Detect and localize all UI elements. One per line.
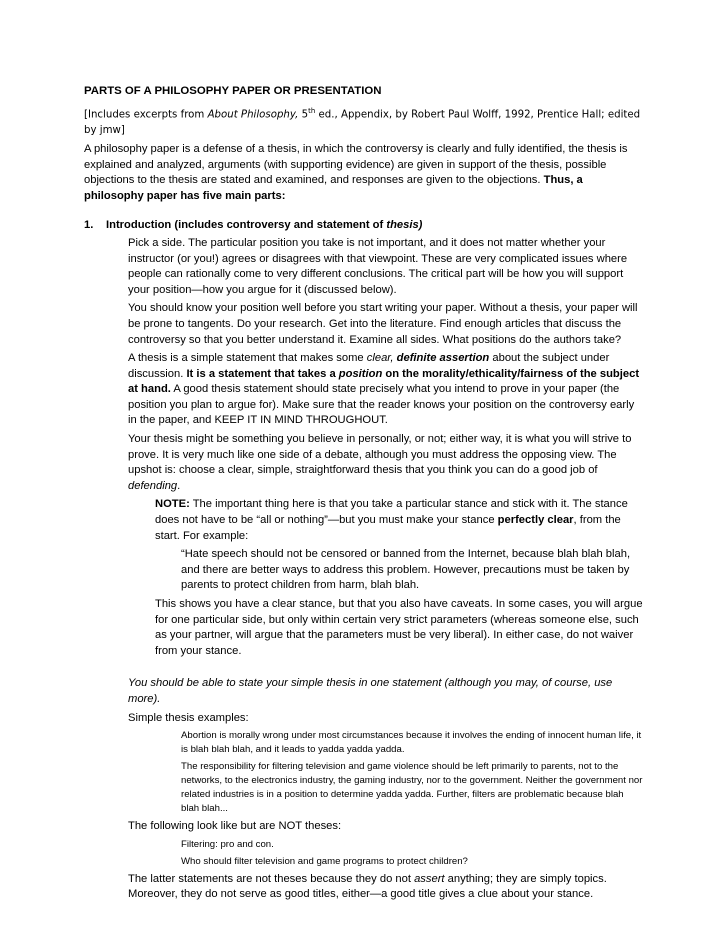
thesis-bold: It is a statement that takes a (186, 367, 339, 380)
thesis-text: A thesis is a simple statement that makes some (128, 352, 367, 365)
thesis-clear: clear, (366, 352, 397, 365)
thesis-definite: definite assertion (396, 352, 490, 365)
page-title: PARTS OF A PHILOSOPHY PAPER OR PRESENTATION (84, 85, 382, 97)
defending-italic: defending (128, 479, 178, 492)
final-text: The latter statements are not theses because they do not (128, 872, 415, 885)
caveat-paragraph: This shows you have a clear stance, but that you also have caveats. In some cases, you will argue for one particular side, but only within certain very strict parameters (whereas someone else, such as your partner, will argue that the parameters must be very liberal). In either case, do not waiver from your stance. (155, 598, 643, 657)
citation-text: [Includes excerpts from (84, 108, 208, 120)
intro-paragraph (84, 142, 644, 204)
thesis-text-3: A good thesis statement should state precisely what you intend to prove in your paper (the position you plan to argue for). Make sure that the reader knows your position on the controversy early in the paper, and KEEP IT IN MIND THROUGHOUT. (128, 383, 635, 427)
thesis-example-1: Abortion is morally wrong under most circumstances because it involves the ending of innocent human life, it is blah blah blah, and it leads to yadda yadda yadda. (181, 730, 642, 756)
note-text-end: , from the start. For example: (155, 514, 621, 542)
edition-suffix: th (308, 106, 316, 115)
thesis-bold-2: on the morality/ethicality/fairness of the subject at hand. (128, 367, 640, 396)
example-quote: “Hate speech should not be censored or banned from the Internet, because blah blah blah, and there are better ways to address this problem. However, precautions must be taken by parents to protect children from harm, blah blah. (181, 548, 631, 592)
your-thesis-end: . (177, 479, 181, 492)
document-page (84, 84, 644, 906)
not-theses-label: The following look like but are NOT theses: (128, 820, 342, 833)
source-citation (84, 103, 644, 139)
assert-italic: assert (414, 872, 445, 885)
not-thesis-1: Filtering: pro and con. (181, 838, 274, 850)
examples-label: Simple thesis examples: (128, 711, 249, 724)
paragraph-pick-side: Pick a side. The particular position you take is not important, and it does not matter whether your instructor (or you!) agrees or disagrees with that viewpoint. These are very complicated issues where people can rationally come to very different conclusions. The critical part will be how you will support your position—how you argue for it (discussed below). (128, 236, 628, 296)
thesis-text-2: about the subject under discussion. (128, 352, 610, 380)
note-label: NOTE: (155, 498, 190, 511)
section-heading-text: Introduction (includes controversy and statement of (106, 219, 387, 232)
section-heading (84, 218, 644, 234)
edition-number: 5 (298, 108, 309, 120)
note-paragraph (155, 497, 644, 544)
intro-bold: Thus, a philosophy paper has five main parts: (84, 174, 583, 202)
paragraph-your-thesis (128, 432, 644, 494)
italic-guidance: You should be able to state your simple thesis in one statement (although you may, of course, use more). (128, 677, 613, 705)
not-thesis-2: Who should filter television and game programs to protect children? (181, 855, 468, 867)
note-text: The important thing here is that you take a particular stance and stick with it. The stance does not have to be “all or nothing”—but you must make your stance (155, 498, 628, 527)
thesis-example-2: The responsibility for filtering television and game violence should be left primarily to parents, not to the networks, to the electronics industry, the gaming industry, nor to the government. Neither the government nor related industries is in a position to determine yadda yadda. Further, filters are problematic because blah blah blah... (181, 761, 643, 815)
paragraph-thesis-definition (128, 351, 644, 429)
thesis-position: position (338, 367, 383, 380)
section-heading-italic: thesis) (386, 219, 423, 232)
citation-text-end: ed., Appendix, by Robert Paul Wolff, 1992, Prentice Hall; edited by jmw] (84, 108, 641, 136)
intro-text: A philosophy paper is a defense of a thesis, in which the controversy is clearly and fully identified, the thesis is explained and analyzed, arguments (with supporting evidence) are given in support of the thesis, possible objections to the thesis are stated and examined, and responses are given to the objections. (84, 142, 628, 187)
final-text-end: anything; they are simply topics. Moreover, they do not serve as good titles, either—a good title gives a clue about your stance. (128, 872, 607, 901)
your-thesis-text: Your thesis might be something you believe in personally, or not; either way, it is what you will strive to prove. It is very much like one side of a debate, although you must address the opposing view. The upshot is: choose a clear, simple, straightforward thesis that you think you can do a good job of (128, 433, 632, 477)
final-paragraph (128, 872, 644, 903)
note-bold: perfectly clear (497, 514, 574, 527)
section-number: 1. (84, 219, 94, 232)
book-title: About Philosophy, (207, 108, 299, 120)
paragraph-know-position: You should know your position well before you start writing your paper. Without a thesis, your paper will be prone to tangents. Do your research. Get into the literature. Find enough articles that discuss the controversy so that you better understand it. Examine all sides. What positions do the authors take? (128, 302, 638, 346)
